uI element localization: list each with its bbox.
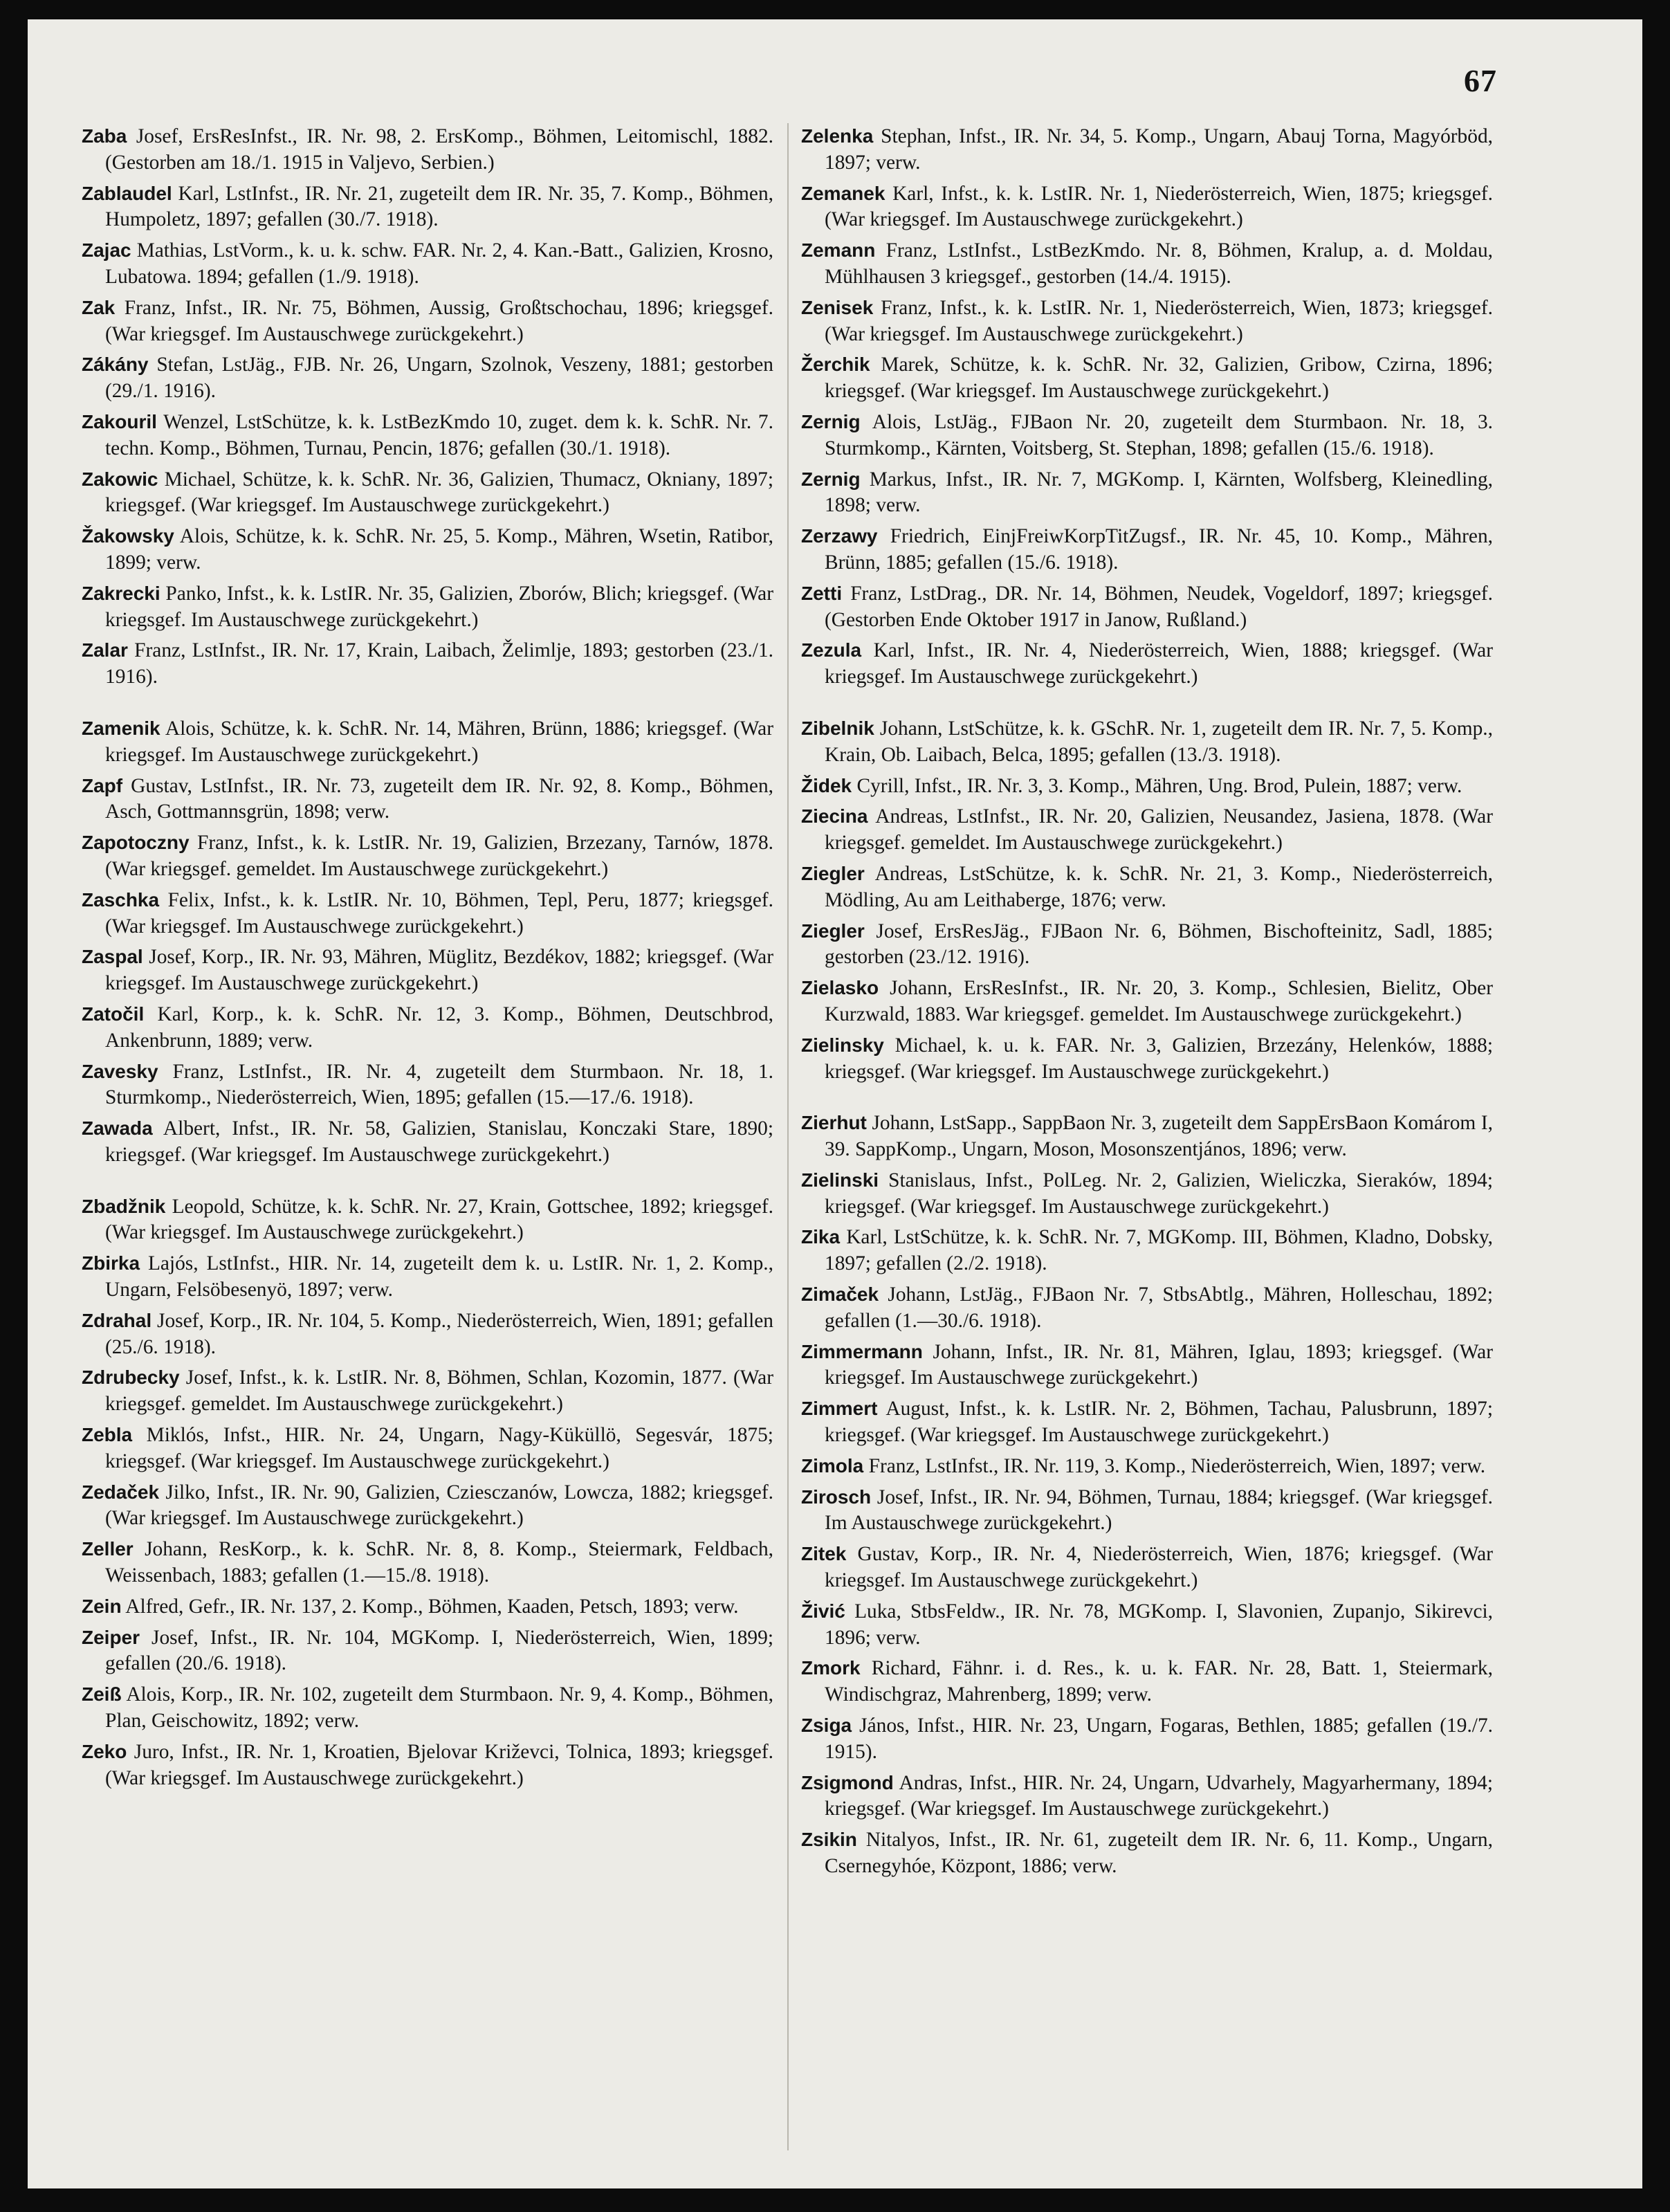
list-item [82,581,773,634]
list-item [82,1364,773,1418]
list-item [801,1770,1493,1823]
entry-text: Panko, Infst., k. k. LstIR. Nr. 35, Galizien, Zborów, Blich; kriegsgef. (War kriegsgef. Im Austauschwege zurückgekehrt.) [105,582,773,631]
entry-text: Karl, LstInfst., IR. Nr. 21, zugeteilt dem IR. Nr. 35, 7. Komp., Böhmen, Humpoletz, 1897; gefallen (30./7. 1918). [105,182,773,231]
entry-text: Leopold, Schütze, k. k. SchR. Nr. 27, Krain, Gottschee, 1892; kriegsgef. (War kriegsgef. Im Austauschwege zurückgekehrt.) [105,1195,773,1244]
entry-name: Zika [801,1226,841,1248]
entry-text: Jilko, Infst., IR. Nr. 90, Galizien, Cziesczanów, Lowcza, 1882; kriegsgef. (War kriegsgef. Im Austauschwege zurückgekehrt.) [105,1481,773,1530]
list-item [82,715,773,769]
list-item [801,918,1493,971]
entry-text: Josef, Infst., IR. Nr. 104, MGKomp. I, Niederösterreich, Wien, 1899; gefallen (20./6. 1918). [105,1626,773,1675]
entry-name: Židek [801,774,852,796]
entry-name: Zsigmond [801,1771,894,1793]
list-item [82,944,773,997]
entry-name: Zmork [801,1657,861,1679]
entry-name: Zaba [82,125,127,147]
entry-name: Zeiß [82,1683,122,1706]
entry-text: Franz, LstInfst., IR. Nr. 17, Krain, Laibach, Želimlje, 1893; gestorben (23./1. 1916). [105,639,773,688]
entry-name: Zedaček [82,1481,160,1503]
entry-text: Alois, LstJäg., FJBaon Nr. 20, zugeteilt dem Sturmbaon. Nr. 18, 3. Sturmkomp., Kärnten, Voitsberg, St. Stephan, 1898; gefallen (15./6. 1918). [825,410,1493,459]
entry-text: Josef, Korp., IR. Nr. 104, 5. Komp., Niederösterreich, Wien, 1891; gefallen (25./6. 1918). [105,1309,773,1358]
list-item [801,637,1493,691]
list-item [801,351,1493,405]
entry-text: Michael, Schütze, k. k. SchR. Nr. 36, Galizien, Thumacz, Okniany, 1897; kriegsgef. (War kriegsgef. Im Austauschwege zurückgekehrt.) [105,468,773,517]
entry-name: Zielasko [801,977,879,999]
entry-text: Gustav, LstInfst., IR. Nr. 73, zugeteilt dem IR. Nr. 92, 8. Komp., Böhmen, Asch, Gottmannsgrün, 1898; verw. [105,774,773,823]
entry-name: Zablaudel [82,182,172,204]
list-item [801,523,1493,576]
list-item [801,1655,1493,1708]
list-item [801,295,1493,348]
list-item [801,123,1493,176]
entry-name: Zakrecki [82,582,160,604]
list-item [801,237,1493,291]
entry-text: Franz, LstInfst., IR. Nr. 4, zugeteilt dem Sturmbaon. Nr. 18, 1. Sturmkomp., Niederösterreich, Wien, 1895; gefallen (15.—17./6. 1918). [105,1060,773,1109]
list-item [82,466,773,520]
entry-text: Alois, Schütze, k. k. SchR. Nr. 25, 5. Komp., Mähren, Wsetin, Ratibor, 1899; verw. [105,525,774,574]
entry-text: Franz, LstDrag., DR. Nr. 14, Böhmen, Neudek, Vogeldorf, 1897; kriegsgef. (Gestorben Ende Oktober 1917 in Janow, Rußland.) [825,582,1493,631]
entry-text: Johann, ResKorp., k. k. SchR. Nr. 8, 8. Komp., Steiermark, Feldbach, Weissenbach, 1883; gefallen (1.—15./8. 1918). [105,1538,773,1587]
list-item [801,1110,1493,1163]
entry-text: Josef, Korp., IR. Nr. 93, Mähren, Müglitz, Bezdékov, 1882; kriegsgef. (War kriegsgef. Im Austauschwege zurückgekehrt.) [105,946,773,995]
entry-name: Zakouril [82,410,157,432]
list-item [82,1479,773,1533]
list-item [82,1422,773,1475]
entry-name: Zakowic [82,468,158,490]
entry-text: Franz, Infst., k. k. LstIR. Nr. 1, Niederösterreich, Wien, 1873; kriegsgef. (War kriegsgef. Im Austauschwege zurückgekehrt.) [825,296,1493,345]
entry-text: Karl, LstSchütze, k. k. SchR. Nr. 7, MGKomp. III, Böhmen, Kladno, Dobsky, 1897; gefallen (2./2. 1918). [825,1226,1493,1275]
entry-name: Zalar [82,639,128,661]
list-item [82,1194,773,1247]
entry-text: Miklós, Infst., HIR. Nr. 24, Ungarn, Nagy-Küküllö, Segesvár, 1875; kriegsgef. (War kriegsgef. Im Austauschwege zurückgekehrt.) [105,1424,773,1472]
list-item [82,523,773,576]
entry-text: Andras, Infst., HIR. Nr. 24, Ungarn, Udvarhely, Magyarhermany, 1894; kriegsgef. (War kriegsgef. Im Austauschwege zurückgekehrt.) [825,1771,1493,1820]
entry-text: Johann, Infst., IR. Nr. 81, Mähren, Iglau, 1893; kriegsgef. (War kriegsgef. Im Austauschwege zurückgekehrt.) [825,1340,1493,1389]
entry-name: Zernig [801,468,861,490]
entry-text: Lajós, LstInfst., HIR. Nr. 14, zugeteilt dem k. u. LstIR. Nr. 1, 2. Komp., Ungarn, Felsöbesenyö, 1897; verw. [105,1252,773,1301]
entry-text: Andreas, LstSchütze, k. k. SchR. Nr. 21, 3. Komp., Niederösterreich, Mödling, Au am Leithaberge, 1876; verw. [825,862,1493,911]
entry-text: Michael, k. u. k. FAR. Nr. 3, Galizien, Brzezány, Helenków, 1888; kriegsgef. (War kriegsgef. Im Austauschwege zurückgekehrt.) [825,1034,1493,1083]
list-item [82,1308,773,1361]
entry-text: Johann, ErsResInfst., IR. Nr. 20, 3. Komp., Schlesien, Bielitz, Ober Kurzwald, 1883. War kriegsgef. gemeldet. Im Austauschwege zurückgekehrt.) [825,977,1493,1025]
entry-text: Josef, ErsResJäg., FJBaon Nr. 6, Böhmen, Bischofteinitz, Sadl, 1885; gestorben (23./12. 1916). [825,920,1493,969]
list-item [801,1396,1493,1449]
entry-name: Zerzawy [801,525,878,547]
list-item [801,1484,1493,1537]
list-item [82,1115,773,1169]
entry-name: Zierhut [801,1112,867,1134]
entry-name: Ziegler [801,920,865,942]
list-item [801,1712,1493,1766]
entry-text: Mathias, LstVorm., k. u. k. schw. FAR. Nr. 2, 4. Kan.-Batt., Galizien, Krosno, Lubatowa. 1894; gefallen (1./9. 1918). [105,239,773,288]
list-item [82,123,773,176]
entry-name: Zbadžnik [82,1195,166,1217]
entry-name: Ziegler [801,862,865,884]
list-item [82,887,773,940]
entry-name: Zdrahal [82,1309,152,1331]
entry-text: Franz, LstInfst., IR. Nr. 119, 3. Komp., Niederösterreich, Wien, 1897; verw. [868,1454,1486,1477]
entry-name: Zibelnik [801,717,874,739]
entry-text: Josef, Infst., IR. Nr. 94, Böhmen, Turnau, 1884; kriegsgef. (War kriegsgef. Im Austauschwege zurückgekehrt.) [825,1486,1493,1535]
left-column [82,123,773,1795]
entry-name: Zajac [82,239,131,262]
entry-name: Zamenik [82,717,160,739]
entry-text: Richard, Fähnr. i. d. Res., k. u. k. FAR. Nr. 28, Batt. 1, Steiermark, Windischgraz, Mahrenberg, 1899; verw. [825,1657,1493,1706]
entry-name: Zatočil [82,1003,145,1025]
entry-name: Zielinski [801,1169,879,1191]
list-item [801,1827,1493,1880]
list-item [801,1032,1493,1086]
list-item [801,466,1493,520]
entry-text: Johann, LstSapp., SappBaon Nr. 3, zugeteilt dem SappErsBaon Komárom I, 39. SappKomp., Ungarn, Moson, Mosonszentjános, 1896; verw. [825,1112,1493,1161]
entry-text: Karl, Infst., k. k. LstIR. Nr. 1, Niederösterreich, Wien, 1875; kriegsgef. (War kriegsgef. Im Austauschwege zurückgekehrt.) [825,182,1493,231]
list-item [82,637,773,691]
list-item [82,1625,773,1678]
entry-name: Zavesky [82,1060,158,1082]
page-number: 67 [1464,63,1497,98]
entry-text: Albert, Infst., IR. Nr. 58, Galizien, Stanislau, Konczaki Stare, 1890; kriegsgef. (War kriegsgef. Im Austauschwege zurückgekehrt.) [105,1117,773,1166]
entry-text: Cyrill, Infst., IR. Nr. 3, 3. Komp., Mähren, Ung. Brod, Pulein, 1887; verw. [856,774,1462,797]
entry-text: August, Infst., k. k. LstIR. Nr. 2, Böhmen, Tachau, Palusbrunn, 1897; kriegsgef. (War kriegsgef. Im Austauschwege zurückgekehrt.) [825,1398,1493,1447]
list-item [801,861,1493,914]
entry-name: Zitek [801,1543,847,1565]
entry-name: Zbirka [82,1252,140,1274]
list-item [82,1536,773,1589]
list-item [801,1167,1493,1221]
list-item [82,1593,773,1620]
entry-name: Zdrubecky [82,1366,180,1389]
list-item [801,715,1493,769]
list-item [801,1598,1493,1652]
entry-name: Zákány [82,354,149,376]
entry-text: János, Infst., HIR. Nr. 23, Ungarn, Fogaras, Bethlen, 1885; gefallen (19./7. 1915). [825,1715,1493,1763]
entry-name: Zeko [82,1740,127,1762]
entry-text: Felix, Infst., k. k. LstIR. Nr. 10, Böhmen, Tepl, Peru, 1877; kriegsgef. (War kriegsgef. Im Austauschwege zurückgekehrt.) [105,888,773,938]
entry-name: Živić [801,1600,845,1622]
list-item [801,581,1493,634]
entry-text: Markus, Infst., IR. Nr. 7, MGKomp. I, Kärnten, Wolfsberg, Kleinedling, 1898; verw. [825,468,1493,517]
list-item [801,181,1493,234]
entry-text: Franz, LstInfst., LstBezKmdo. Nr. 8, Böhmen, Kralup, a. d. Moldau, Mühlhausen 3 kriegsgef., gestorben (14./4. 1915). [825,239,1493,288]
entry-name: Ziecina [801,805,868,828]
list-item [82,1059,773,1112]
list-item [801,773,1493,800]
entry-name: Žakowsky [82,525,174,547]
entry-name: Zimmert [801,1398,878,1420]
entry-name: Zernig [801,410,861,432]
right-column [801,123,1493,1884]
entry-text: Stephan, Infst., IR. Nr. 34, 5. Komp., Ungarn, Abauj Torna, Magyórböd, 1897; verw. [825,125,1493,174]
list-item [82,1001,773,1054]
entry-text: Johann, LstJäg., FJBaon Nr. 7, StbsAbtlg., Mähren, Holleschau, 1892; gefallen (1.—30./6. 1918). [825,1283,1493,1332]
entry-text: Alois, Schütze, k. k. SchR. Nr. 14, Mähren, Brünn, 1886; kriegsgef. (War kriegsgef. Im Austauschwege zurückgekehrt.) [105,717,773,766]
list-item [82,1739,773,1792]
list-item [801,975,1493,1028]
entry-name: Zimmermann [801,1340,923,1362]
entry-name: Zemanek [801,182,886,204]
list-item [82,773,773,826]
entry-name: Zemann [801,239,876,262]
entry-text: Stefan, LstJäg., FJB. Nr. 26, Ungarn, Szolnok, Veszeny, 1881; gestorben (29./1. 1916). [105,354,773,403]
list-item [82,295,773,348]
entry-text: Johann, LstSchütze, k. k. GSchR. Nr. 1, zugeteilt dem IR. Nr. 7, 5. Komp., Krain, Ob. Laibach, Belca, 1895; gefallen (13./3. 1918). [825,717,1493,766]
entry-text: Alfred, Gefr., IR. Nr. 137, 2. Komp., Böhmen, Kaaden, Petsch, 1893; verw. [125,1595,739,1618]
list-item [82,830,773,883]
entry-text: Luka, StbsFeldw., IR. Nr. 78, MGKomp. I, Slavonien, Zupanjo, Sikirevci, 1896; verw. [825,1600,1494,1649]
entry-name: Zsikin [801,1829,857,1851]
entry-text: Stanislaus, Infst., PolLeg. Nr. 2, Galizien, Wieliczka, Sieraków, 1894; kriegsgef. (War kriegsgef. Im Austauschwege zurückgekehrt.) [825,1169,1493,1218]
entry-name: Zeiper [82,1626,140,1648]
entry-text: Josef, ErsResInfst., IR. Nr. 98, 2. ErsKomp., Böhmen, Leitomischl, 1882. (Gestorben am 18./1. 1915 in Valjevo, Serbien.) [105,125,773,174]
list-item [801,409,1493,462]
entry-name: Zelenka [801,125,874,147]
list-item [801,1453,1493,1480]
list-item [82,237,773,291]
entry-text: Friedrich, EinjFreiwKorpTitZugsf., IR. Nr. 45, 10. Komp., Mähren, Brünn, 1885; gefallen (15./6. 1918). [825,525,1493,574]
entry-name: Zein [82,1595,122,1617]
list-item [82,181,773,234]
list-item [801,1339,1493,1392]
entry-name: Zawada [82,1117,153,1140]
entry-text: Andreas, LstInfst., IR. Nr. 20, Galizien, Neusandez, Jasiena, 1878. (War kriegsgef. gemeldet. Im Austauschwege zurückgekehrt.) [825,805,1493,854]
column-divider [787,123,789,2150]
entry-text: Gustav, Korp., IR. Nr. 4, Niederösterreich, Wien, 1876; kriegsgef. (War kriegsgef. Im Austauschwege zurückgekehrt.) [825,1543,1493,1592]
entry-text: Juro, Infst., IR. Nr. 1, Kroatien, Bjelovar Križevci, Tolnica, 1893; kriegsgef. (War kriegsgef. Im Austauschwege zurückgekehrt.) [105,1740,773,1789]
entry-text: Karl, Infst., IR. Nr. 4, Niederösterreich, Wien, 1888; kriegsgef. (War kriegsgef. Im Austauschwege zurückgekehrt.) [825,639,1493,688]
list-item [801,1281,1493,1335]
list-item [801,1224,1493,1277]
list-item [801,803,1493,857]
list-item [801,1541,1493,1594]
entry-name: Zebla [82,1424,133,1446]
entry-name: Zimaček [801,1283,879,1306]
list-item [82,1681,773,1735]
entry-text: Franz, Infst., k. k. LstIR. Nr. 19, Galizien, Brzezany, Tarnów, 1878. (War kriegsgef. gemeldet. Im Austauschwege zurückgekehrt.) [105,832,773,880]
entry-name: Zirosch [801,1486,872,1508]
entry-name: Zenisek [801,296,874,318]
document-page [28,19,1642,2188]
entry-name: Zaschka [82,888,160,911]
entry-name: Zezula [801,639,862,661]
list-item [82,1250,773,1304]
entry-text: Marek, Schütze, k. k. SchR. Nr. 32, Galizien, Gribow, Czirna, 1896; kriegsgef. (War kriegsgef. Im Austauschwege zurückgekehrt.) [825,354,1494,403]
entry-text: Alois, Korp., IR. Nr. 102, zugeteilt dem Sturmbaon. Nr. 9, 4. Komp., Böhmen, Plan, Geischowitz, 1892; verw. [105,1683,773,1733]
list-item [82,409,773,462]
entry-name: Zaspal [82,946,143,968]
entry-text: Karl, Korp., k. k. SchR. Nr. 12, 3. Komp., Böhmen, Deutschbrod, Ankenbrunn, 1889; verw. [105,1003,773,1052]
entry-name: Zak [82,296,116,318]
entry-name: Zetti [801,582,843,604]
entry-name: Zapf [82,774,123,796]
entry-name: Žerchik [801,354,870,376]
entry-name: Zielinsky [801,1034,884,1056]
entry-name: Zsiga [801,1715,852,1737]
entry-name: Zeller [82,1538,134,1560]
entry-text: Franz, Infst., IR. Nr. 75, Böhmen, Aussig, Großtschochau, 1896; kriegsgef. (War kriegsgef. Im Austauschwege zurückgekehrt.) [105,296,773,345]
entry-name: Zapotoczny [82,832,190,854]
entry-text: Wenzel, LstSchütze, k. k. LstBezKmdo 10, zuget. dem k. k. SchR. Nr. 7. techn. Komp., Böhmen, Turnau, Pencin, 1876; gefallen (30./1. 1918). [105,410,773,459]
entry-text: Nitalyos, Infst., IR. Nr. 61, zugeteilt dem IR. Nr. 6, 11. Komp., Ungarn, Csernegyhóe, Központ, 1886; verw. [825,1829,1493,1878]
entry-text: Josef, Infst., k. k. LstIR. Nr. 8, Böhmen, Schlan, Kozomin, 1877. (War kriegsgef. gemeldet. Im Austauschwege zurückgekehrt.) [105,1366,773,1416]
list-item [82,351,773,405]
entry-name: Zimola [801,1454,864,1477]
